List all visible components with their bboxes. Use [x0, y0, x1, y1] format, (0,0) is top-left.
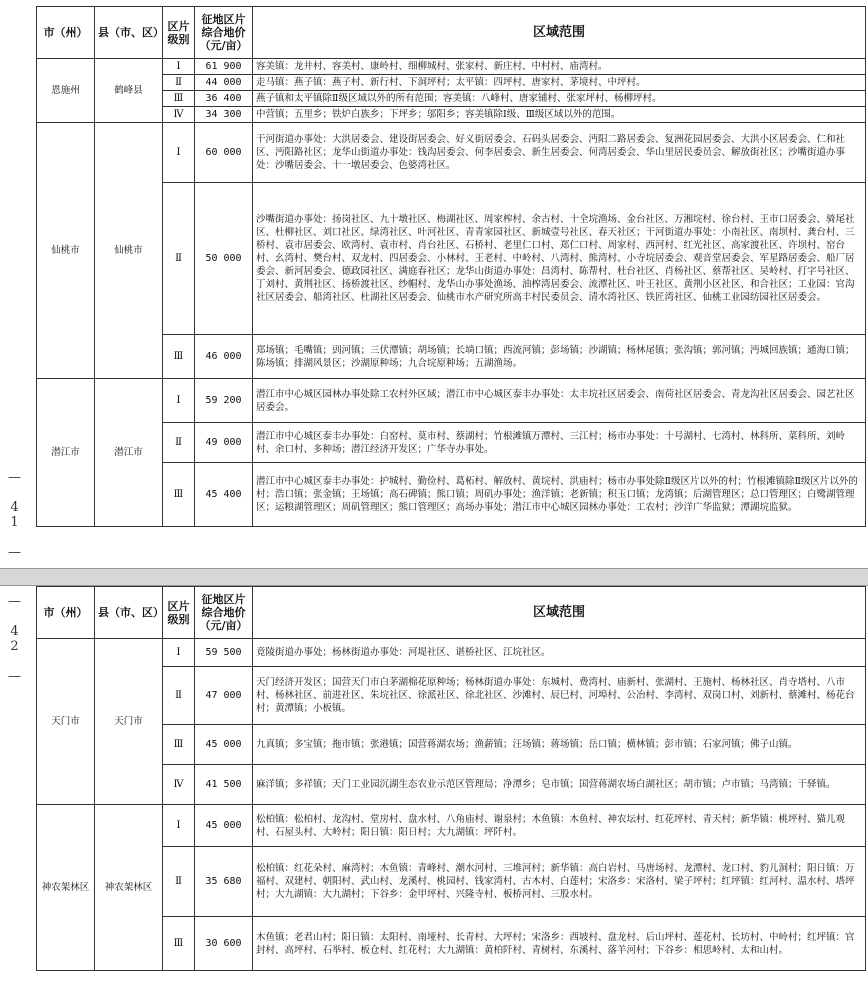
level-cell: Ⅳ [163, 107, 195, 123]
level-cell: Ⅰ [163, 805, 195, 847]
header-scope: 区域范围 [253, 7, 866, 59]
county-cell: 天门市 [95, 639, 163, 805]
city-cell: 潜江市 [37, 379, 95, 527]
price-cell: 60 000 [195, 123, 253, 183]
level-cell: Ⅲ [163, 463, 195, 527]
level-cell: Ⅲ [163, 917, 195, 971]
price-cell: 47 000 [195, 667, 253, 725]
header-price: 征地区片综合地价（元/亩） [195, 7, 253, 59]
level-cell: Ⅱ [163, 423, 195, 463]
scope-cell: 沙嘴街道办事处：扬岗社区、九十墩社区、梅湖社区、周家榨村、余古村、十全垸渔场、金台社区、万湘垸村、徐台村、王市口居委会、骑尾社区、杜柳社区、刘口社区、绿湾社区、叶河社区、青青家园社区、新城壹号社区、春天社区；干河街道办事处：小南社区、南坝村、龚台村、三桥村、袁市居委会、欧湾村、袁市村、肖台社区、石桥村、老里仁口村、郑仁口村、周家村、西河村、红光社区、高家渡社区、许坝村、窑台村、幺湾村、樊台村、双龙村、四居委会、小林村、王老村、中岭村、八湾村、熊湾村、小寺垸居委会、观音堂居委会、军星路居委会、船厂居委会、新河居委会、德政园社区、满庭春社区；龙华山街道办事处：昌湾村、陈帮村、杜台社区、肖杨社区、蔡帮社区、吴岭村、打字号社区、丁刘村、黄荆社区、扬桥渡社区、纱帽村、龙华山办事处渔场、油榨湾居委会、流潭社区、叶王社区、黄荆小区社区、和合社区；工业园：官沟社区居委会、船湾社区、杜湖社区居委会、仙桃市水产研究所高丰村民委员会、清水湾社区、铁匠湾社区、仙桃工业园纺园社区居委会。 [253, 183, 866, 335]
scope-cell: 干河街道办事处：大洪居委会、建设街居委会、好义街居委会、石码头居委会、沔阳二路居委会、复洲花园居委会、大洪小区居委会、仁和社区、沔阳路社区；龙华山街道办事处：钱沟居委会、何李居委会、新生居委会、何湾居委会、华山里居民委员会、解放街社区；沙嘴街道办事处：沙嘴居委会、十一墩居委会、色婆湾社区。 [253, 123, 866, 183]
scope-cell: 潜江市中心城区泰丰办事处：白窑村、莫市村、蔡湖村；竹根滩镇万潭村、三江村；杨市办事处：十号湖村、七湾村、林科所、菜科所、刘岭村、余口村、多种场；潜江经济开发区；广华寺办事处。 [253, 423, 866, 463]
header-level: 区片级别 [163, 7, 195, 59]
county-cell: 仙桃市 [95, 123, 163, 379]
table-header-row [37, 7, 866, 59]
scope-cell: 郑场镇；毛嘴镇；剅河镇；三伏潭镇；胡场镇；长埫口镇；西流河镇；彭场镇；沙湖镇；杨林尾镇；张沟镇；郭河镇；沔城回族镇；通海口镇；陈场镇；排湖风景区；沙湖原种场；九合垸原种场；五湖渔场。 [253, 335, 866, 379]
county-cell: 鹤峰县 [95, 59, 163, 123]
scope-cell: 麻洋镇；多祥镇；天门工业园沉湖生态农业示范区管理局；净潭乡；皂市镇；国营蒋湖农场白湖社区；胡市镇；卢市镇；马湾镇；干驿镇。 [253, 765, 866, 805]
price-cell: 59 200 [195, 379, 253, 423]
price-cell: 44 000 [195, 75, 253, 91]
level-cell: Ⅰ [163, 59, 195, 75]
level-cell: Ⅲ [163, 335, 195, 379]
header-level: 区片级别 [163, 587, 195, 639]
scope-cell: 九真镇；多宝镇；拖市镇；张港镇；国营蒋湖农场；渔薪镇；汪场镇；蒋场镇；岳口镇；横林镇；彭市镇；石家河镇；佛子山镇。 [253, 725, 866, 765]
price-cell: 36 400 [195, 91, 253, 107]
scope-cell: 燕子镇和太平镇除Ⅱ级区域以外的所有范围；容美镇：八峰村、唐家铺村、张家坪村、杨柳坪村。 [253, 91, 866, 107]
county-cell: 神农架林区 [95, 805, 163, 971]
table-header-row [37, 587, 866, 639]
table-row [37, 59, 866, 75]
price-cell: 34 300 [195, 107, 253, 123]
scope-cell: 松柏镇：红花朵村、麻湾村；木鱼镇：青峰村、潮水河村、三堆河村；新华镇：高白岩村、马唐场村、龙潭村、龙口村、豹儿洞村；阳日镇：万福村、双建村、朝阳村、武山村、龙溪村、桃园村、钱家湾村、古木村、白莲村；宋洛乡：宋洛村、梁子坪村；红坪镇：红河村、温水村、塔坪村；大九湖镇：大九湖村；下谷乡：金甲坪村、兴隆寺村、板桥河村、三股水村。 [253, 847, 866, 917]
header-scope: 区域范围 [253, 587, 866, 639]
level-cell: Ⅳ [163, 765, 195, 805]
scope-cell: 潜江市中心城区泰丰办事处：护城村、勤俭村、葛柘村、解放村、黄垸村、洪庙村；杨市办事处除Ⅱ级区片以外的村；竹根滩镇除Ⅱ级区片以外的村；浩口镇；张金镇；王场镇；高石碑镇；熊口镇；周矶办事处；渔洋镇；老新镇；积玉口镇；龙湾镇；后湖管理区；总口管理区；白鹭湖管理区；运粮湖管理区；周矶管理区；熊口管理区；高场办事处；潜江市中心城区园林办事处：工农村；沙洋广华监狱；潭湖垸监狱。 [253, 463, 866, 527]
land-price-table-page-41 [36, 6, 866, 527]
scope-cell: 松柏镇：松柏村、龙沟村、堂房村、盘水村、八角庙村、谢泉村；木鱼镇：木鱼村、神农坛村、红花坪村、青天村；新华镇：桃坪村、猫儿观村、石屋头村、大岭村；阳日镇：阳日村；大九湖镇：坪阡村。 [253, 805, 866, 847]
level-cell: Ⅲ [163, 725, 195, 765]
price-cell: 50 000 [195, 183, 253, 335]
price-cell: 46 000 [195, 335, 253, 379]
page-number: — 41 — [7, 470, 22, 560]
page-separator [0, 568, 868, 586]
level-cell: Ⅱ [163, 75, 195, 91]
page-42 [0, 586, 868, 989]
price-cell: 45 000 [195, 725, 253, 765]
price-cell: 49 000 [195, 423, 253, 463]
scope-cell: 中营镇；五里乡；铁炉白族乡；下坪乡；邬阳乡；容美镇除Ⅰ级、Ⅲ级区域以外的范围。 [253, 107, 866, 123]
level-cell: Ⅰ [163, 379, 195, 423]
level-cell: Ⅱ [163, 847, 195, 917]
scope-cell: 天门经济开发区；国营天门市白茅湖棉花原种场；杨林街道办事处：东城村、费湾村、庙新村、张湖村、王施村、杨林社区、肖寺塔村、八市村、杨林社区、前进社区、朱垸社区、徐派社区、徐北社区、沙滩村、辰巳村、河埠村、公冶村、李湾村、双岗口村、刘新村、蔡滩村、杨花台村；黄潭镇；小板镇。 [253, 667, 866, 725]
city-cell: 仙桃市 [37, 123, 95, 379]
level-cell: Ⅱ [163, 667, 195, 725]
price-cell: 41 500 [195, 765, 253, 805]
table-row [37, 123, 866, 183]
header-city: 市（州） [37, 7, 95, 59]
county-cell: 潜江市 [95, 379, 163, 527]
table-row [37, 379, 866, 423]
header-county: 县（市、区） [95, 587, 163, 639]
city-cell: 神农架林区 [37, 805, 95, 971]
scope-cell: 潜江市中心城区园林办事处除工农村外区域；潜江市中心城区泰丰办事处：太丰垸社区居委会、南荷社区居委会、青龙沟社区居委会、园艺社区居委会。 [253, 379, 866, 423]
table-row [37, 639, 866, 667]
land-price-table-page-42 [36, 586, 866, 971]
level-cell: Ⅱ [163, 183, 195, 335]
table-row [37, 805, 866, 847]
price-cell: 30 600 [195, 917, 253, 971]
level-cell: Ⅲ [163, 91, 195, 107]
header-county: 县（市、区） [95, 7, 163, 59]
price-cell: 59 500 [195, 639, 253, 667]
header-city: 市（州） [37, 587, 95, 639]
scope-cell: 容美镇：龙井村、容美村、康岭村、细柳城村、张家村、新庄村、中村村、庙湾村。 [253, 59, 866, 75]
price-cell: 35 680 [195, 847, 253, 917]
city-cell: 天门市 [37, 639, 95, 805]
scope-cell: 走马镇：燕子镇：燕子村、新行村、下洞坪村；太平镇：四坪村、唐家村、茅境村、中坪村。 [253, 75, 866, 91]
page-number: — 42 — [7, 594, 22, 684]
scope-cell: 木鱼镇：老君山村；阳日镇：太阳村、南垭村、长青村、大坪村；宋洛乡：西坡村、盘龙村、后山坪村、莲花村、长坊村、中岭村；红坪镇：官封村、高坪村、石举村、板仓村、红花村；大九湖镇：黄柏阡村、青树村、东溪村、落羊河村；下谷乡：相思岭村、太和山村。 [253, 917, 866, 971]
level-cell: Ⅰ [163, 123, 195, 183]
price-cell: 61 900 [195, 59, 253, 75]
price-cell: 45 000 [195, 805, 253, 847]
header-price: 征地区片综合地价（元/亩） [195, 587, 253, 639]
city-cell: 恩施州 [37, 59, 95, 123]
price-cell: 45 400 [195, 463, 253, 527]
scope-cell: 竟陵街道办事处；杨林街道办事处：河堤社区、谌桥社区、江垸社区。 [253, 639, 866, 667]
level-cell: Ⅰ [163, 639, 195, 667]
